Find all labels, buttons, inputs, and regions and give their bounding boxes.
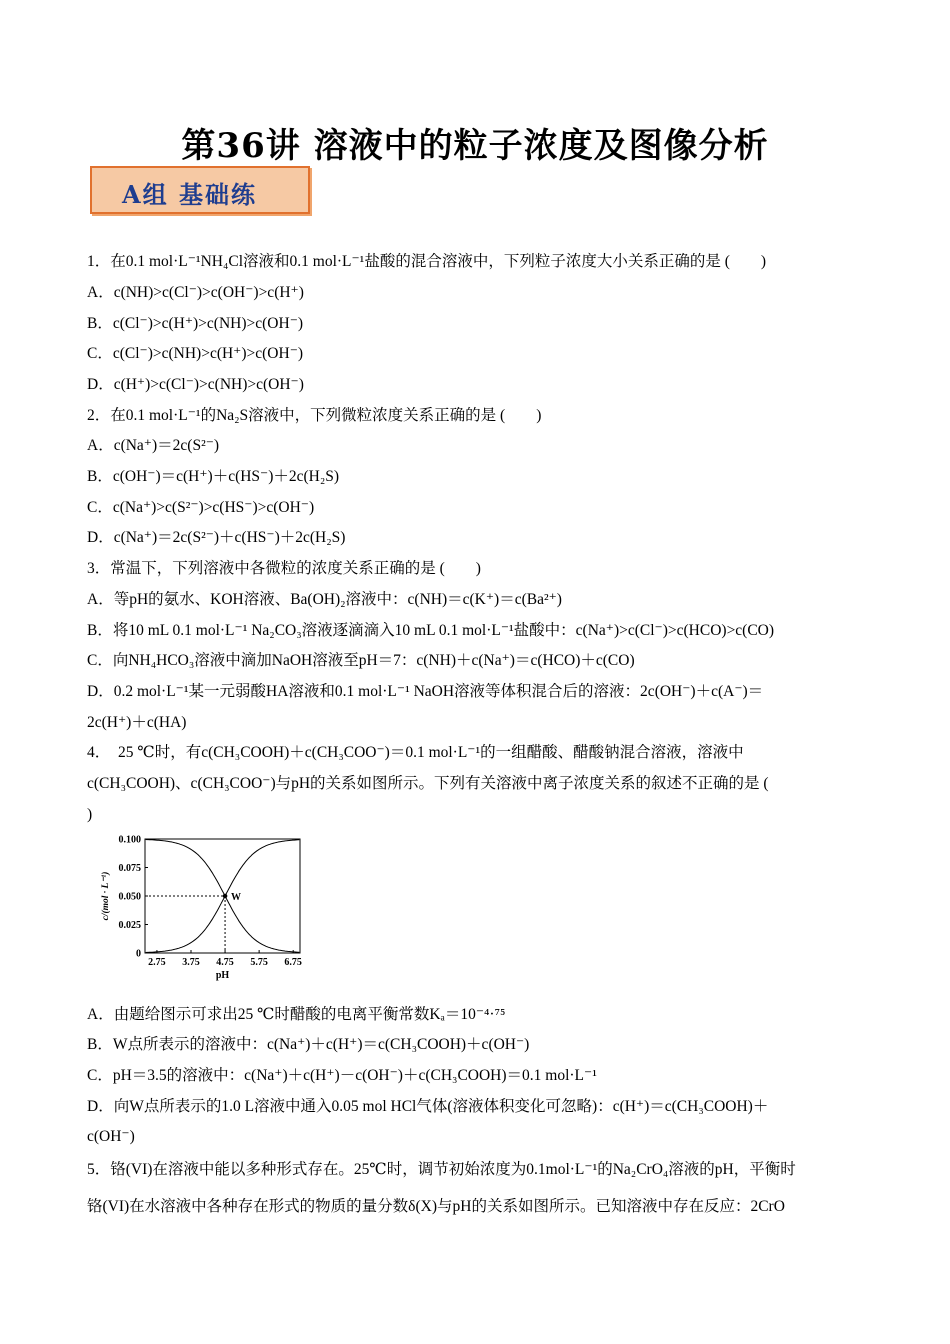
question-4-option-d: D．向W点所表示的1.0 L溶液中通入0.05 mol HCl气体(溶液体积变化可忽略)：c(H⁺)＝c(CH₃COOH)＋ xyxy=(87,1098,769,1115)
question-4-stem: 4． 25 ℃时，有c(CH₃COOH)＋c(CH₃COO⁻)＝0.1 mol·L⁻¹的一组醋酸、醋酸钠混合溶液，溶液中 xyxy=(87,744,744,761)
question-1-option-c: C．c(Cl⁻)>c(NH)>c(H⁺)>c(OH⁻) xyxy=(87,345,304,362)
section-badge xyxy=(90,166,310,214)
y-tick-label-3: 0.075 xyxy=(118,863,141,874)
question-5-stem-cont: 铬(VI)在水溶液中各种存在形式的物质的量分数δ(X)与pH的关系如图所示。已知溶液中存在反应：2CrO xyxy=(87,1198,785,1215)
chart-axes xyxy=(100,835,302,982)
x-axis-label: pH xyxy=(215,970,230,981)
question-2-option-c: C．c(Na⁺)>c(S²⁻)>c(HS⁻)>c(OH⁻) xyxy=(87,499,315,516)
question-3-option-b: B．将10 mL 0.1 mol·L⁻¹ Na₂CO₃溶液逐滴滴入10 mL 0.1 mol·L⁻¹盐酸中：c(Na⁺)>c(Cl⁻)>c(HCO)>c(CO) xyxy=(87,622,775,639)
ph-concentration-chart xyxy=(98,826,308,991)
question-1-option-a: A．c(NH)>c(Cl⁻)>c(OH⁻)>c(H⁺) xyxy=(87,284,304,301)
question-4-stem-cont: c(CH₃COOH)、c(CH₃COO⁻)与pH的关系如图所示。下列有关溶液中离子浓度关系的叙述不正确的是 ( xyxy=(87,775,769,792)
question-5-stem: 5．铬(VI)在溶液中能以多种形式存在。25℃时，调节初始浓度为0.1mol·L⁻¹的Na₂CrO₄溶液的pH，平衡时 xyxy=(87,1161,796,1178)
question-2-stem: 2．在0.1 mol·L⁻¹的Na₂S溶液中，下列微粒浓度关系正确的是 ( ) xyxy=(87,407,542,424)
x-tick-label-0: 2.75 xyxy=(148,957,166,968)
x-tick-label-2: 4.75 xyxy=(216,957,234,968)
y-tick-label-4: 0.100 xyxy=(118,834,141,846)
y-tick-label-1: 0.025 xyxy=(118,920,141,931)
chart-marks xyxy=(145,892,241,953)
question-1-option-b: B．c(Cl⁻)>c(H⁺)>c(NH)>c(OH⁻) xyxy=(87,315,304,332)
question-3-option-d: D．0.2 mol·L⁻¹某一元弱酸HA溶液和0.1 mol·L⁻¹ NaOH溶液等体积混合后的溶液：2c(OH⁻)＋c(A⁻)＝ xyxy=(87,683,764,700)
question-2-option-b: B．c(OH⁻)＝c(H⁺)＋c(HS⁻)＋2c(H₂S) xyxy=(87,468,340,485)
question-4-option-d-cont: c(OH⁻) xyxy=(87,1128,135,1145)
question-3-option-c: C．向NH₄HCO₃溶液中滴加NaOH溶液至pH＝7：c(NH)＋c(Na⁺)＝c(HCO)＋c(CO) xyxy=(87,652,635,669)
question-4-option-b: B．W点所表示的溶液中：c(Na⁺)＋c(H⁺)＝c(CH₃COOH)＋c(OH⁻) xyxy=(87,1036,530,1053)
question-2-option-d: D．c(Na⁺)＝2c(S²⁻)＋c(HS⁻)＋2c(H₂S) xyxy=(87,529,346,546)
question-2-option-a: A．c(Na⁺)＝2c(S²⁻) xyxy=(87,437,220,454)
x-tick-label-3: 5.75 xyxy=(250,957,268,968)
x-tick-label-1: 3.75 xyxy=(182,957,200,968)
question-3-option-d-cont: 2c(H⁺)＋c(HA) xyxy=(87,714,187,731)
page-title: 第36讲 溶液中的粒子浓度及图像分析 xyxy=(181,126,769,166)
y-axis-label: c/(mol · L⁻¹) xyxy=(101,871,111,921)
y-tick-label-2: 0.050 xyxy=(118,891,141,903)
question-1-option-d: D．c(H⁺)>c(Cl⁻)>c(NH)>c(OH⁻) xyxy=(87,376,304,393)
question-4-option-a: A．由题给图示可求出25 ℃时醋酸的电离平衡常数Kₐ＝10⁻⁴·⁷⁵ xyxy=(87,1006,506,1023)
point-w xyxy=(223,894,228,899)
question-1-stem: 1．在0.1 mol·L⁻¹NH₄Cl溶液和0.1 mol·L⁻¹盐酸的混合溶液中，下列粒子浓度大小关系正确的是 ( ) xyxy=(87,253,767,270)
question-4-stem-end: ) xyxy=(87,806,93,823)
x-tick-label-4: 6.75 xyxy=(284,957,302,968)
question-3-option-a: A．等pH的氨水、KOH溶液、Ba(OH)₂溶液中：c(NH)＝c(K⁺)＝c(Ba²⁺) xyxy=(87,591,562,608)
y-tick-label-0: 0 xyxy=(136,948,141,960)
section-label: A组 基础练 xyxy=(122,180,257,209)
question-3-stem: 3．常温下，下列溶液中各微粒的浓度关系正确的是 ( ) xyxy=(87,560,481,577)
point-w-label: W xyxy=(231,892,242,903)
question-4-option-c: C．pH＝3.5的溶液中：c(Na⁺)＋c(H⁺)－c(OH⁻)＋c(CH₃COOH)＝0.1 mol·L⁻¹ xyxy=(87,1067,597,1084)
